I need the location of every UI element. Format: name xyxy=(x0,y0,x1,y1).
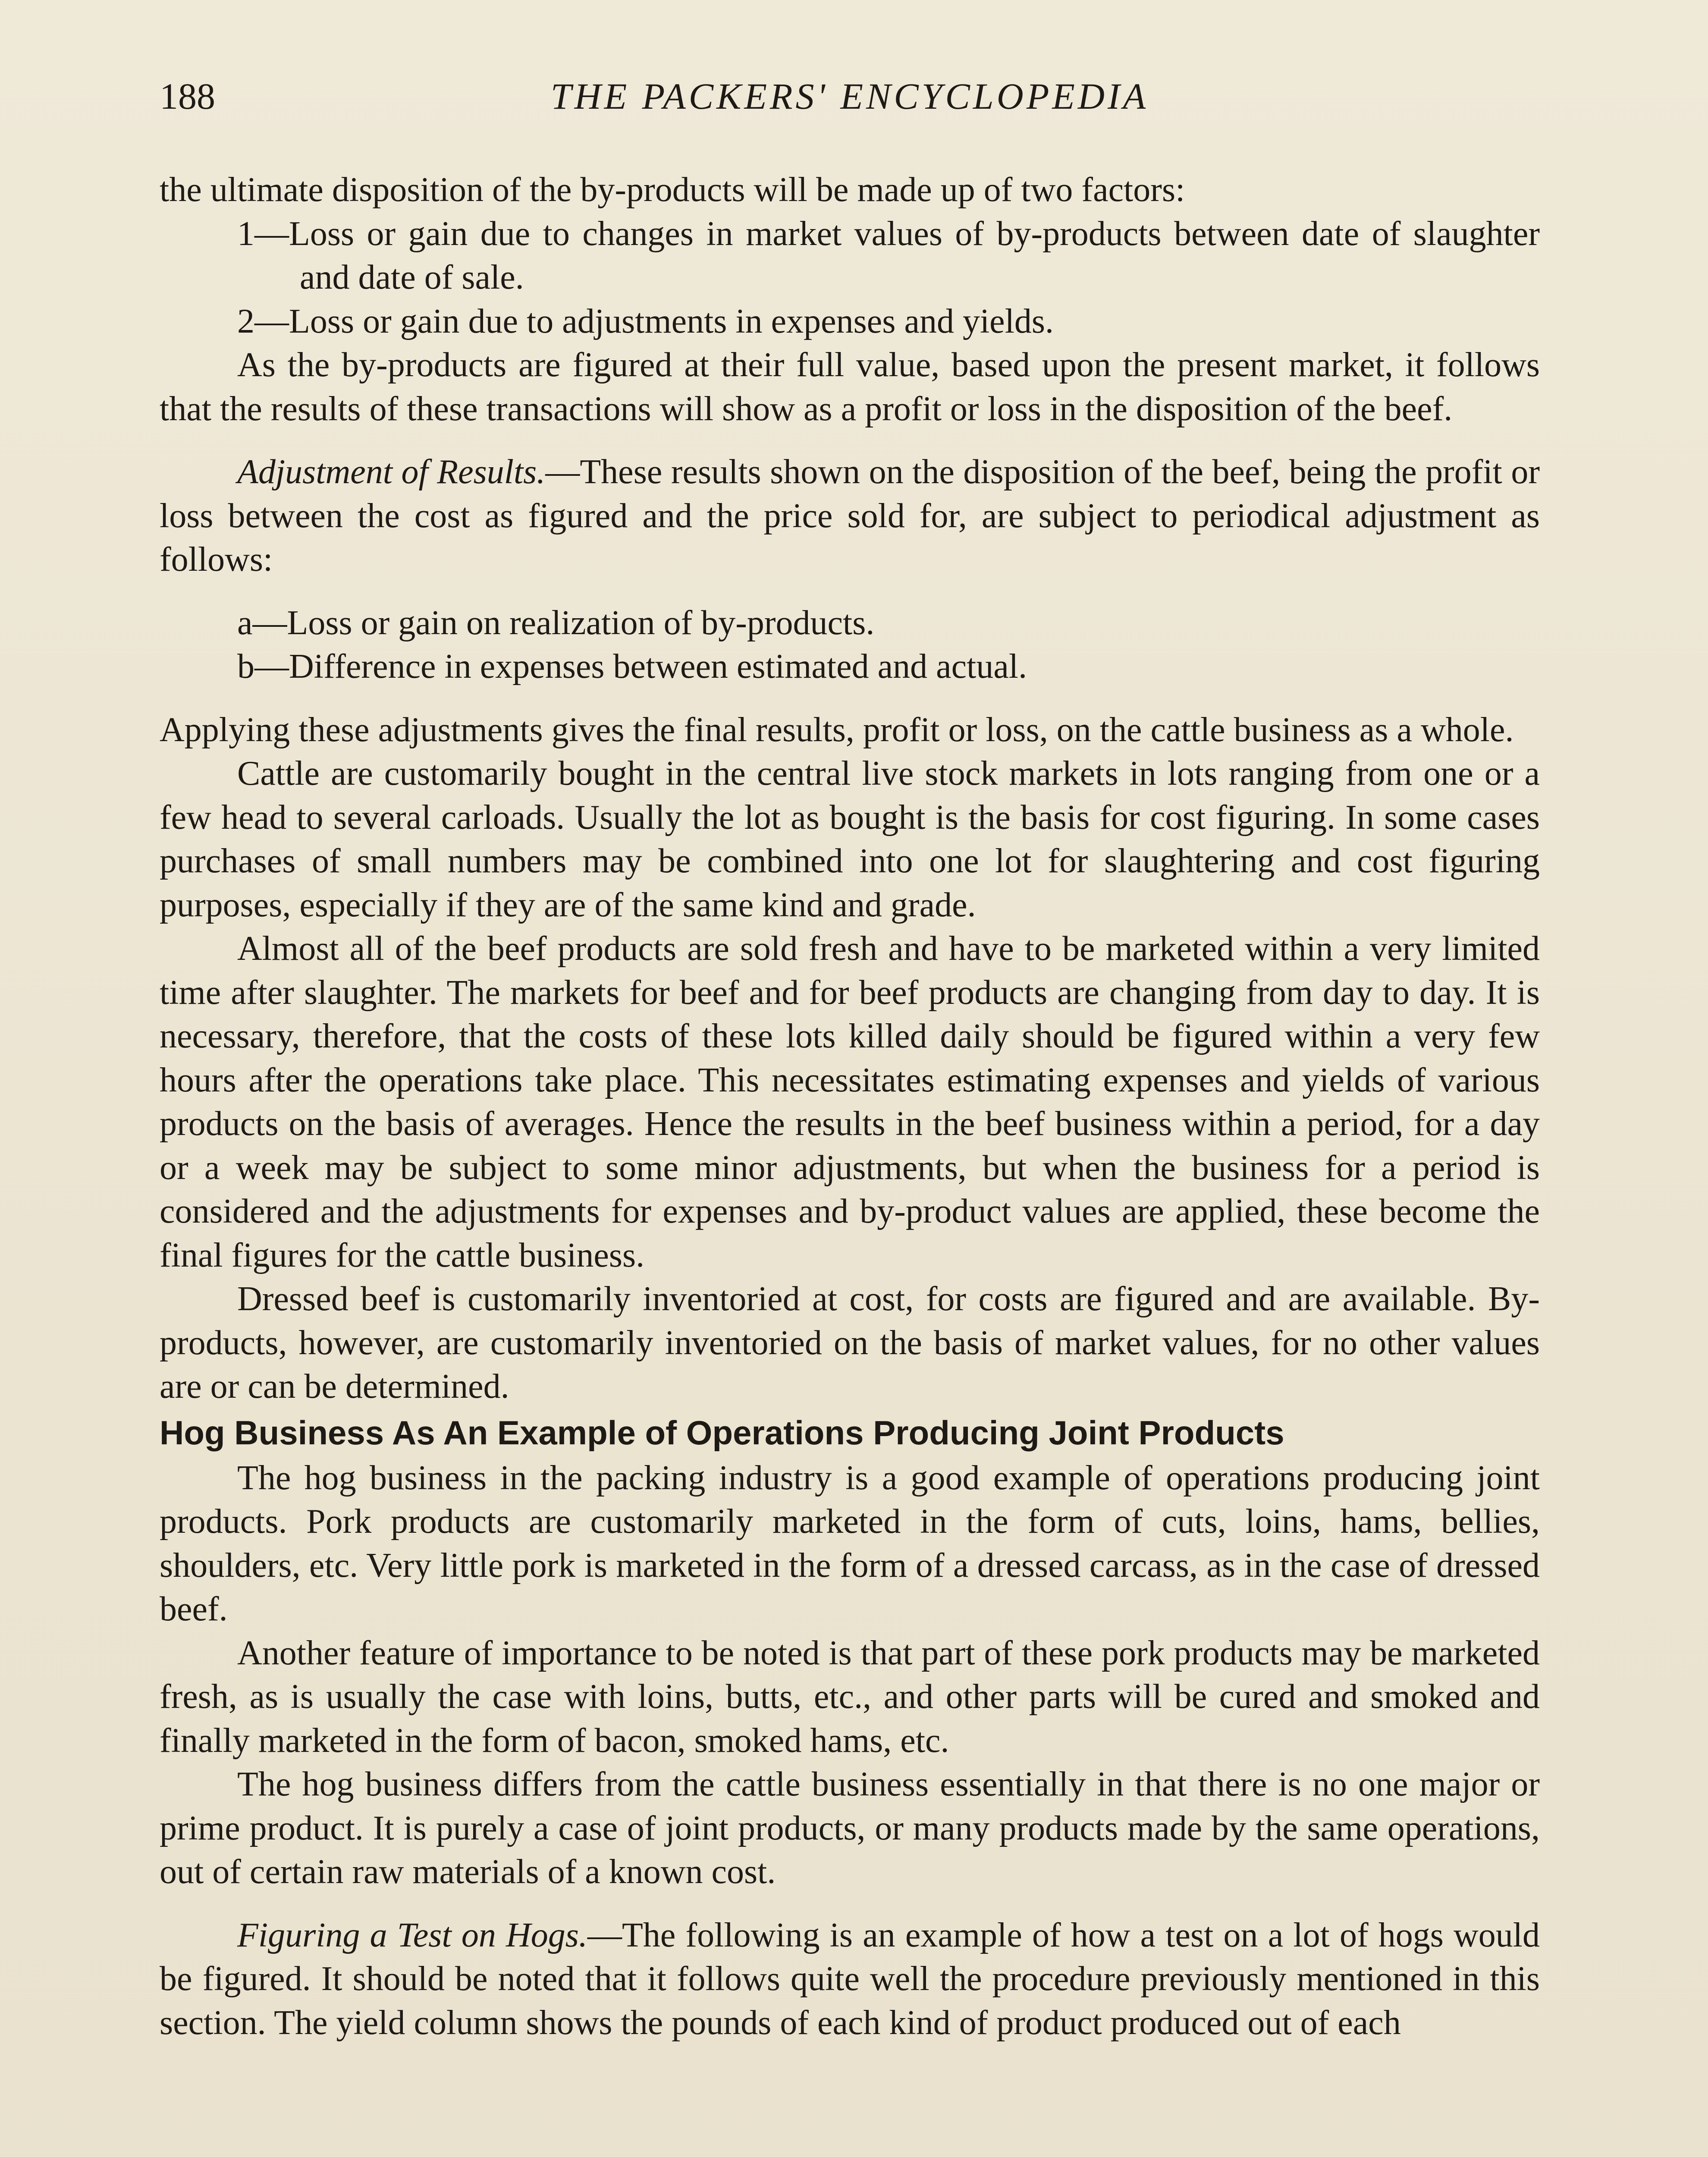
figuring-title: Figuring a Test on Hogs. xyxy=(237,1916,587,1954)
adjustment-item-b: b—Difference in expenses between estimated and actual. xyxy=(237,648,1027,685)
dressed-beef-paragraph: Dressed beef is customarily inventoried at cost, for costs are figured and are available. By-products, however, are customarily inventoried on the basis of market values, for no other values are or can be determined. xyxy=(160,1280,1540,1406)
running-head: THE PACKERS' ENCYCLOPEDIA xyxy=(550,75,1149,117)
page-body xyxy=(160,168,1540,2045)
hog-paragraph-1: The hog business in the packing industry is a good example of operations producing joint products. Pork products are customarily marketed in the form of cuts, loins, hams, bellies, shoulders, etc. Very little pork is marketed in the form of a dressed carcass, as in the case of dressed beef. xyxy=(160,1459,1540,1628)
figuring-text: —The following is an example of how a test on a lot of hogs would be figured. It should be noted that it follows quite well the procedure previously mentioned in this section. The yield column shows the pounds of each kind of product produced out of each xyxy=(160,1916,1540,2042)
hog-paragraph-2: Another feature of importance to be noted is that part of these pork products may be marketed fresh, as is usually the case with loins, butts, etc., and other parts will be cured and smoked and finally marketed in the form of bacon, smoked hams, etc. xyxy=(160,1634,1540,1760)
adjustment-paragraph xyxy=(160,450,1540,582)
page-header xyxy=(160,72,1540,120)
factor-item-1: 1—Loss or gain due to changes in market values of by-products between date of slaughter and date of sale. xyxy=(237,214,1540,296)
adjustment-text: —These results shown on the disposition of the beef, being the profit or loss between the cost as figured and the price sold for, are subject to periodical adjustment as follows: xyxy=(160,453,1540,579)
byproducts-paragraph: As the by-products are figured at their full value, based upon the present market, it follows that the results of these transactions will show as a profit or loss in the disposition of the beef. xyxy=(160,346,1540,428)
applying-paragraph: Applying these adjustments gives the final results, profit or loss, on the cattle business as a whole. xyxy=(160,711,1514,749)
factor-item-2: 2—Loss or gain due to adjustments in expenses and yields. xyxy=(237,302,1054,340)
intro-paragraph: the ultimate disposition of the by-products will be made up of two factors: xyxy=(160,171,1185,209)
adjustment-item-a: a—Loss or gain on realization of by-products. xyxy=(237,604,875,642)
cattle-paragraph: Cattle are customarily bought in the central live stock markets in lots ranging from one or a few head to several carloads. Usually the lot as bought is the basis for cost figuring. In some cases purchases of small numbers may be combined into one lot for slaughtering and cost figuring purposes, especially if they are of the same kind and grade. xyxy=(160,755,1540,924)
adjustment-title: Adjustment of Results. xyxy=(237,453,546,491)
figuring-paragraph xyxy=(160,1914,1540,2045)
section-heading: Hog Business As An Example of Operations Producing Joint Products xyxy=(160,1413,1284,1452)
hog-paragraph-3: The hog business differs from the cattle business essentially in that there is no one major or prime product. It is purely a case of joint products, or many products made by the same operations, out of certain raw materials of a known cost. xyxy=(160,1765,1540,1891)
page-number: 188 xyxy=(160,75,215,117)
beef-products-paragraph: Almost all of the beef products are sold fresh and have to be marketed within a very limited time after slaughter. The markets for beef and for beef products are changing from day to day. It is necessary, therefore, that the costs of these lots killed daily should be figured within a very few hours after the operations take place. This necessitates estimating expenses and yields of various products on the basis of averages. Hence the results in the beef business within a period, for a day or a week may be subject to some minor adjustments, but when the business for a period is considered and the adjustments for expenses and by-product values are applied, these become the final figures for the cattle business. xyxy=(160,930,1540,1274)
